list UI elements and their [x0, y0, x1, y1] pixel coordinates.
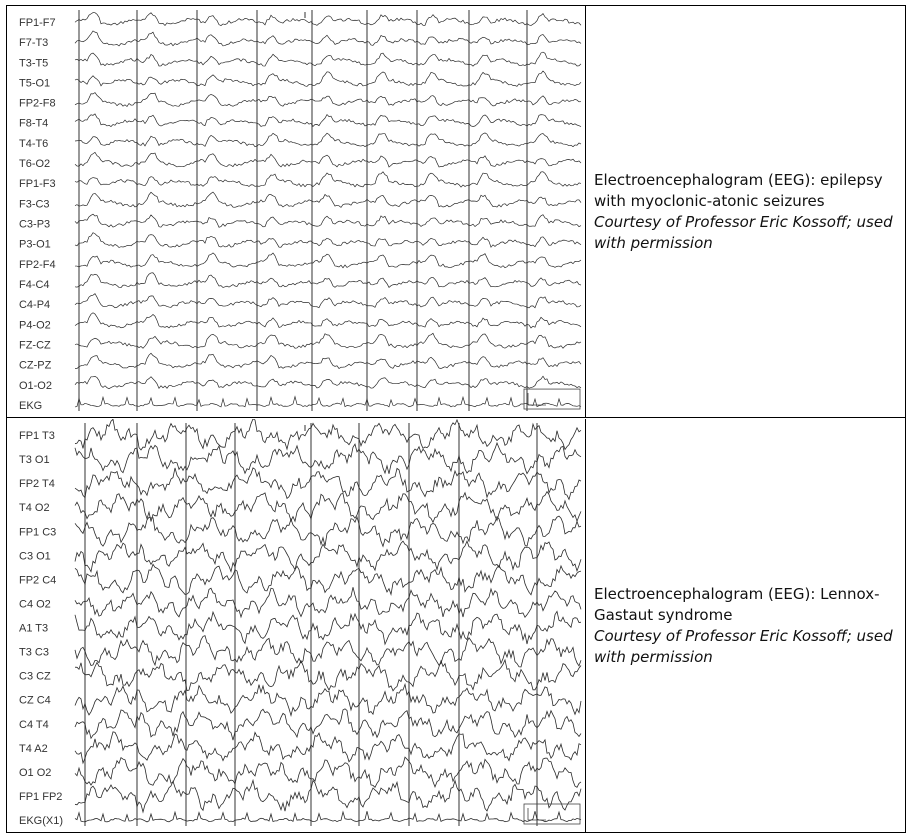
eeg-trace	[75, 31, 581, 46]
channel-label: C4-P4	[19, 299, 51, 312]
channel-label: C3 O1	[19, 550, 51, 563]
eeg-trace	[75, 192, 581, 207]
eeg-trace	[75, 709, 581, 740]
eeg-image-cell	[7, 419, 586, 832]
eeg-trace	[75, 71, 581, 86]
eeg-trace	[75, 172, 581, 187]
eeg-tracing-myoclonic-atonic	[7, 6, 586, 417]
eeg-trace	[75, 541, 581, 572]
calibration-box	[524, 804, 580, 824]
eeg-trace	[75, 611, 581, 644]
eeg-trace	[75, 780, 581, 812]
channel-label: FP2-F4	[19, 258, 56, 271]
channel-label: FP1-F3	[19, 178, 56, 191]
eeg-trace	[75, 636, 581, 667]
channel-label: FP1-F7	[19, 16, 56, 29]
eeg-trace	[75, 214, 581, 227]
channel-label: FP1 FP2	[19, 790, 63, 803]
eeg-caption: Electroencephalogram (EEG): Lennox-Gastaut syndrome	[594, 584, 880, 624]
eeg-trace	[75, 660, 581, 691]
channel-label: FZ-CZ	[19, 339, 51, 352]
channel-label: T4-T6	[19, 137, 49, 150]
channel-label: C4 T4	[19, 718, 49, 731]
channel-label: P4-O2	[19, 319, 51, 332]
eeg-trace	[75, 684, 581, 715]
eeg-trace	[75, 811, 581, 822]
channel-label: F4-C4	[19, 279, 50, 292]
eeg-trace	[75, 52, 581, 66]
eeg-trace	[75, 564, 581, 595]
table-row	[7, 6, 905, 418]
channel-label: C4 O2	[19, 598, 51, 611]
channel-label: O1-O2	[19, 379, 52, 392]
eeg-trace	[75, 114, 581, 127]
channel-label: O1 O2	[19, 766, 52, 779]
channel-label: EKG	[19, 400, 43, 413]
eeg-trace	[75, 443, 581, 474]
channel-label: P3-O1	[19, 238, 51, 251]
eeg-trace	[75, 757, 581, 787]
channel-label: C3-P3	[19, 218, 51, 231]
eeg-trace	[75, 376, 581, 388]
channel-label: C3 CZ	[19, 670, 51, 683]
eeg-trace	[75, 253, 581, 268]
calibration-box	[524, 389, 580, 409]
channel-label: F3-C3	[19, 198, 50, 211]
eeg-credit: Courtesy of Professor Eric Kossoff; used with permission	[594, 626, 893, 666]
channel-label: T5-O1	[19, 77, 51, 90]
channel-label: FP2 T4	[19, 478, 55, 491]
channel-label: FP1 T3	[19, 430, 55, 442]
eeg-trace	[75, 294, 581, 308]
eeg-trace	[75, 313, 581, 328]
channel-label: FP2 C4	[19, 574, 57, 587]
table-row	[7, 419, 905, 832]
eeg-trace	[75, 152, 581, 167]
eeg-tracing-lennox-gastaut	[7, 419, 586, 832]
channel-label: F7-T3	[19, 37, 49, 50]
channel-label: T3-T5	[19, 57, 49, 70]
eeg-image-cell	[7, 6, 586, 417]
eeg-trace	[75, 333, 581, 348]
eeg-trace	[75, 93, 581, 107]
eeg-trace	[75, 587, 581, 617]
channel-label: T4 O2	[19, 502, 50, 515]
channel-label: EKG(X1)	[19, 815, 64, 827]
channel-label: FP2-F8	[19, 97, 56, 110]
eeg-trace	[75, 13, 581, 26]
caption-cell	[586, 419, 905, 832]
eeg-trace	[75, 353, 581, 368]
eeg-trace	[75, 273, 581, 288]
channel-label: A1 T3	[19, 622, 49, 635]
channel-label: T4 A2	[19, 742, 48, 755]
eeg-credit: Courtesy of Professor Eric Kossoff; used with permission	[594, 212, 893, 252]
figure-table	[6, 5, 906, 833]
eeg-caption: Electroencephalogram (EEG): epilepsy with myoclonic-atonic seizures	[594, 170, 883, 210]
channel-label: T6-O2	[19, 158, 51, 171]
eeg-trace	[75, 397, 581, 407]
channel-label: CZ C4	[19, 694, 51, 707]
calibration-mark	[528, 393, 546, 405]
eeg-trace	[75, 233, 581, 248]
channel-label: FP1 C3	[19, 526, 57, 539]
channel-label: CZ-PZ	[19, 359, 52, 372]
caption-cell	[586, 6, 905, 417]
eeg-trace	[75, 468, 581, 500]
channel-label: F8-T4	[19, 117, 49, 130]
channel-label: T3 O1	[19, 454, 50, 467]
channel-label: T3 C3	[19, 646, 49, 659]
eeg-trace	[75, 133, 581, 147]
